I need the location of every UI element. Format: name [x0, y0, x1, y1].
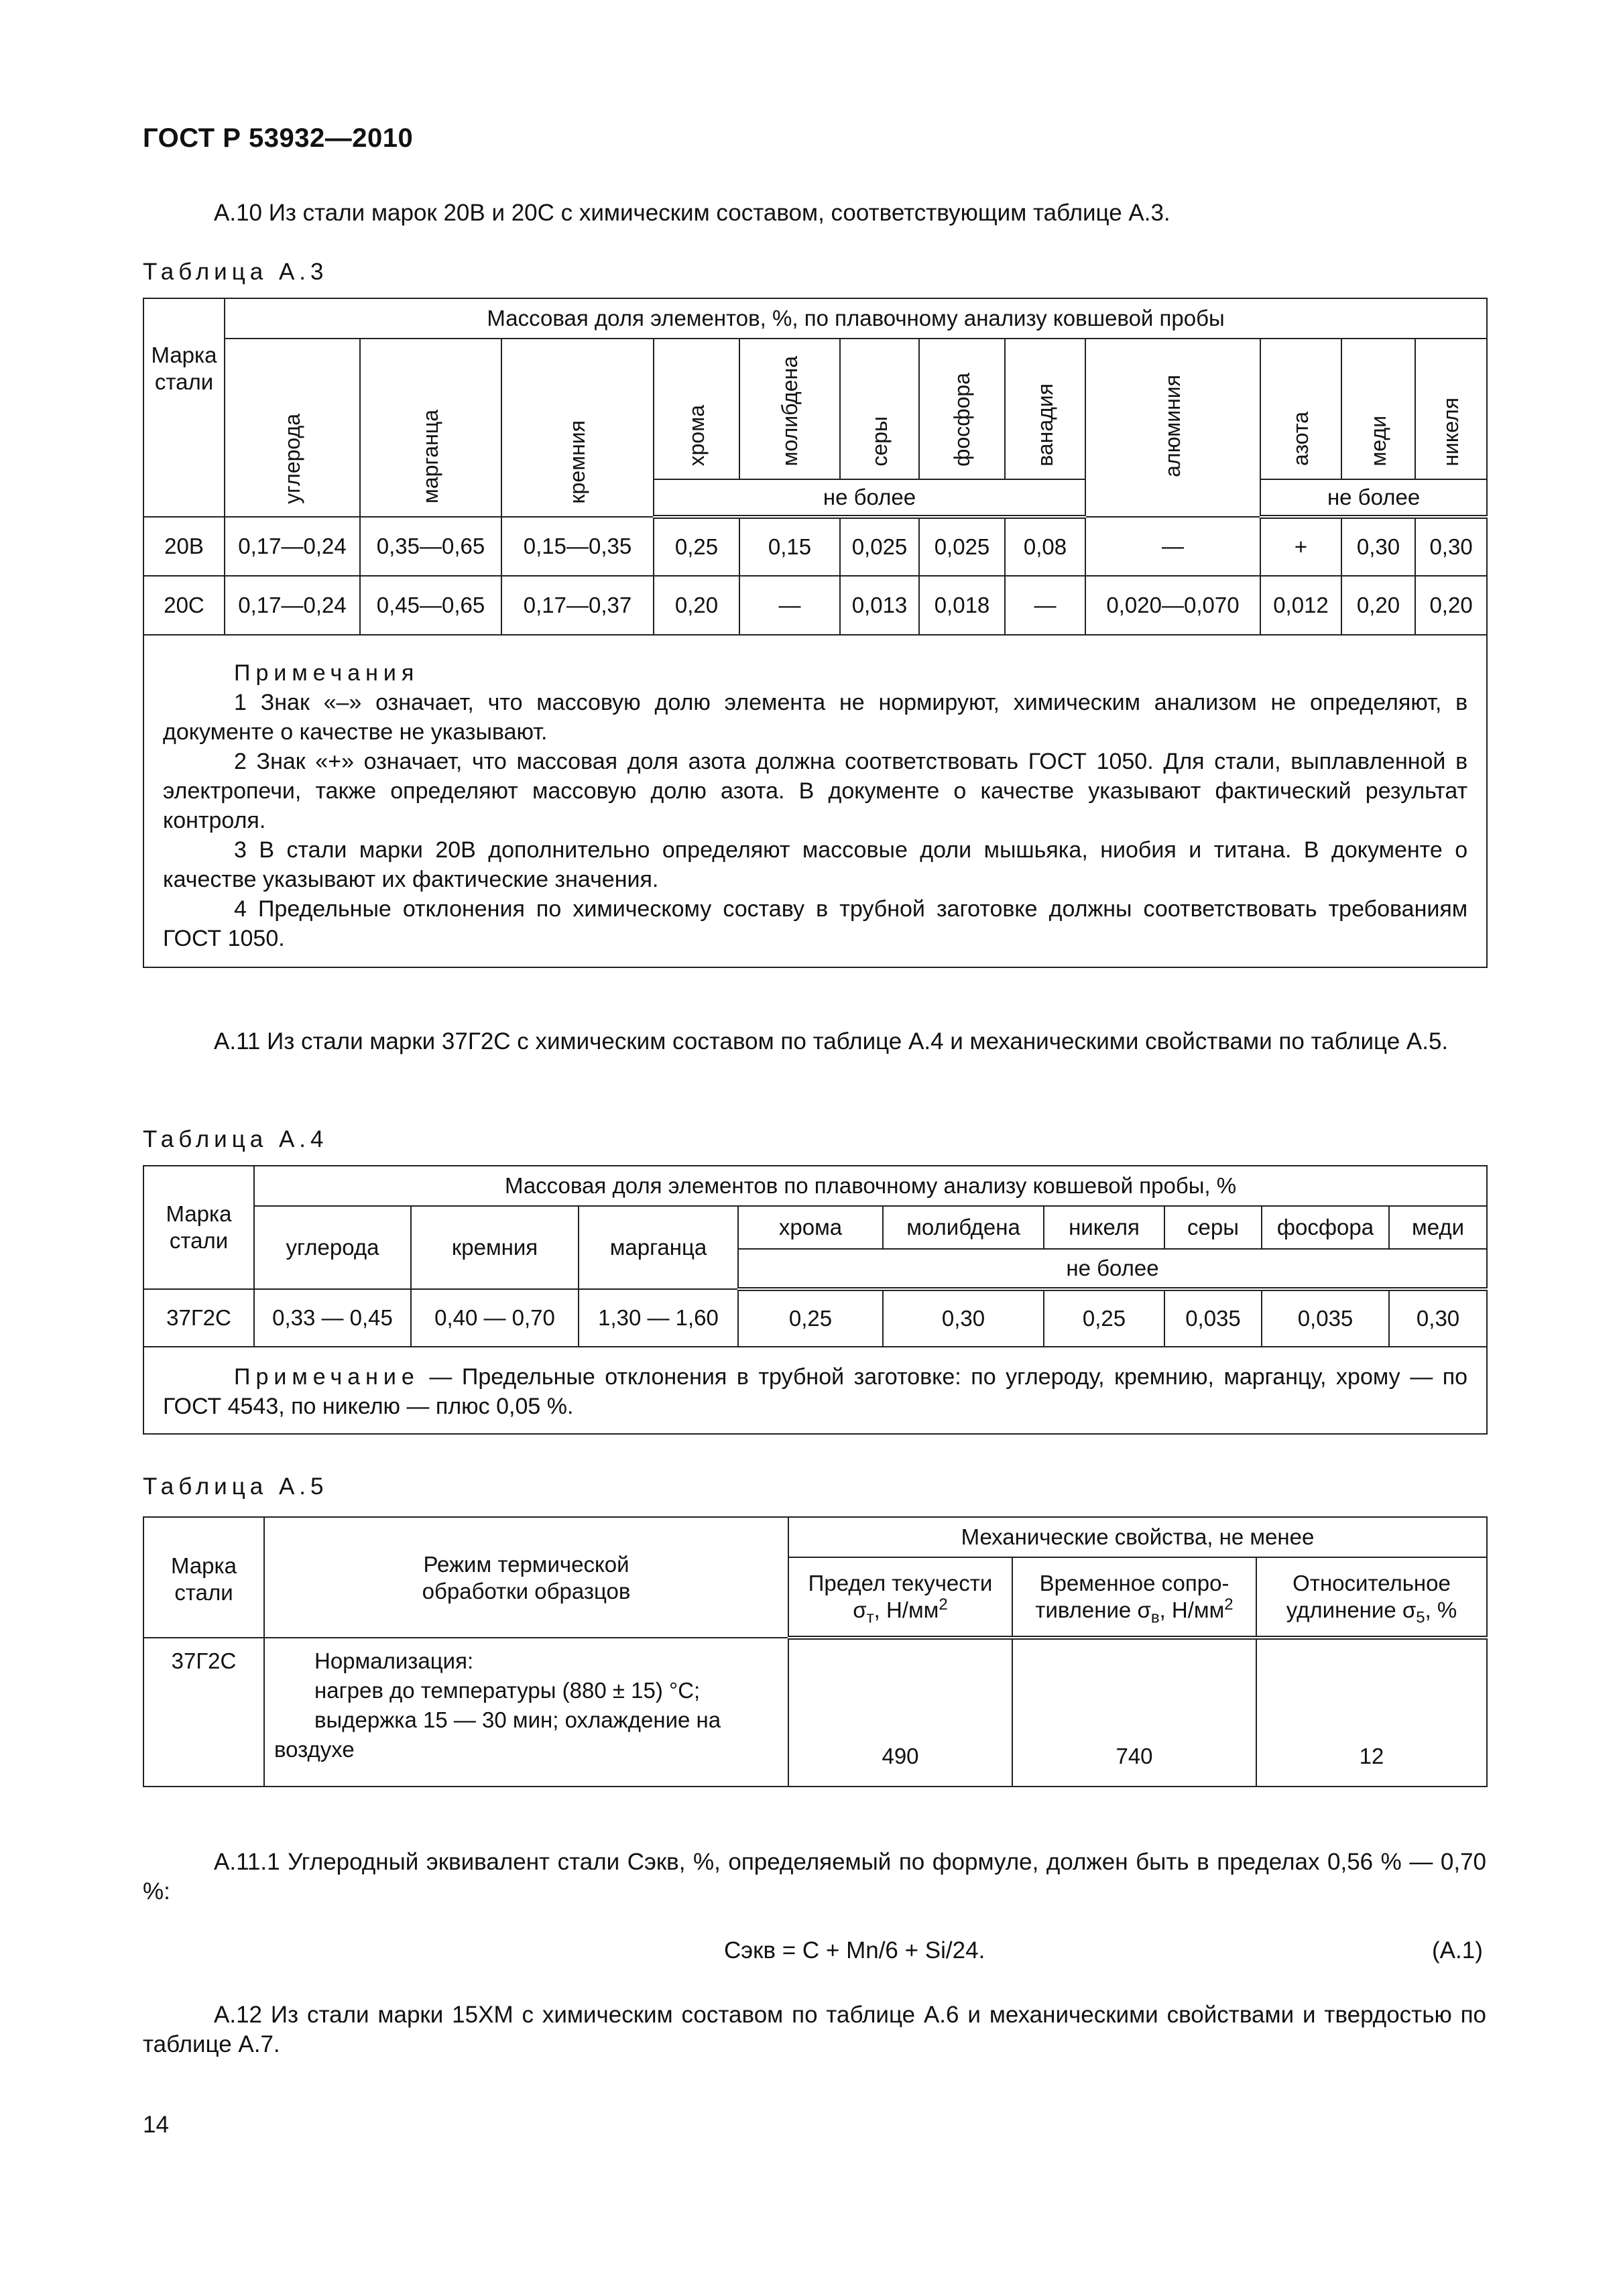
table-a4-col-silicon: кремния: [411, 1206, 579, 1289]
table-a3-notes: [143, 635, 1487, 967]
table-a4-note: [143, 1347, 1487, 1434]
table-a4: [143, 1165, 1488, 1435]
table-a3: [143, 298, 1488, 968]
table-a4-col-molybdenum: молибдена: [883, 1206, 1044, 1249]
table-a5-mode-cell: Нормализация: нагрев до температуры (880 ± 15) °С; выдержка 15 — 30 мин; охлаждение на воздухе: [264, 1638, 788, 1787]
table-a3-col-vanadium: ванадия: [1005, 339, 1085, 479]
table-a3-col-copper: меди: [1341, 339, 1415, 479]
table-a4-col-sulfur: серы: [1164, 1206, 1262, 1249]
table-a3-col-chromium: хрома: [654, 339, 739, 479]
table-a3-grade-header: Марка стали: [143, 298, 225, 517]
table-a4-col-carbon: углерода: [254, 1206, 411, 1289]
table-a3-col-nickel: никеля: [1415, 339, 1487, 479]
paragraph-a12: А.12 Из стали марки 15ХМ с химическим составом по таблице А.6 и механическими свойствами и твердостью по таблице А.7.: [143, 2002, 1486, 2057]
table-a3-note-1: 1 Знак «–» означает, что массовую долю элемента не нормируют, химическим анализом не определяют, в документе о качестве не указывают.: [163, 690, 1468, 745]
table-a3-col-molybdenum: молибдена: [739, 339, 840, 479]
table-row: 20С 0,17—0,24 0,45—0,65 0,17—0,37 0,20 — 0,013 0,018 — 0,020—0,070 0,012 0,20 0,20: [143, 576, 1487, 635]
table-a4-col-copper: меди: [1389, 1206, 1487, 1249]
table-a4-note-title: Примечание: [234, 1364, 420, 1390]
paragraph-a11-1: А.11.1 Углеродный эквивалент стали Сэкв, %, определяемый по формуле, должен быть в пределах 0,56 % — 0,70 %:: [143, 1849, 1486, 1905]
table-a3-col-carbon: углерода: [225, 339, 360, 517]
table-a5-col-elongation: Относительное удлинение $\sigma_5$, %: [1256, 1557, 1487, 1638]
paragraph-a11: А.11 Из стали марки 37Г2С с химическим составом по таблице А.4 и механическими свойствами по таблице А.5.: [214, 1028, 1449, 1054]
table-a3-note-4: 4 Предельные отклонения по химическому составу в трубной заготовке должны соответствовать требованиям ГОСТ 1050.: [163, 896, 1468, 951]
table-a5-mode-header: Режим термической обработки образцов: [264, 1517, 788, 1638]
table-a4-group-header: Массовая доля элементов по плавочному анализу ковшевой пробы, %: [254, 1166, 1487, 1206]
table-a4-col-phosphorus: фосфора: [1262, 1206, 1389, 1249]
table-a4-grade-header: Марка стали: [143, 1166, 254, 1289]
table-a3-not-more-2: не более: [1260, 479, 1487, 517]
table-a4-not-more: не более: [738, 1249, 1487, 1289]
table-a4-note-text: — Предельные отклонения в трубной заготовке: по углероду, кремнию, марганцу, хрому — по ГОСТ 4543, по никелю — плюс 0,05 %.: [163, 1364, 1468, 1419]
table-a3-note-3: 3 В стали марки 20В дополнительно определяют массовые доли мышьяка, ниобия и титана. В документе о качестве указывают их фактические значения.: [163, 837, 1468, 892]
table-a5-props-header: Механические свойства, не менее: [788, 1517, 1487, 1557]
table-a3-notes-title: Примечания: [234, 660, 420, 686]
table-a3-col-phosphorus: фосфора: [919, 339, 1005, 479]
table-row: 20В 0,17—0,24 0,35—0,65 0,15—0,35 0,25 0,15 0,025 0,025 0,08 — + 0,30 0,30: [143, 517, 1487, 576]
formula-a1: Сэкв = С + Mn/6 + Si/24.: [724, 1937, 985, 1963]
table-a4-col-nickel: никеля: [1044, 1206, 1164, 1249]
table-a3-col-aluminium: алюминия: [1085, 339, 1260, 517]
table-a5-col-tensile: Временное сопро- тивление $\sigma_в$, $Н/мм^2$: [1012, 1557, 1256, 1638]
table-a3-col-silicon: кремния: [501, 339, 654, 517]
table-a4-caption: Таблица А.4: [143, 1126, 328, 1152]
table-a4-col-manganese: марганца: [579, 1206, 738, 1289]
formula-number: (А.1): [1432, 1937, 1483, 1963]
page-number: 14: [143, 2112, 169, 2138]
table-a3-group-header: Массовая доля элементов, %, по плавочному анализу ковшевой пробы: [225, 298, 1487, 339]
table-a5-grade-header: Марка стали: [143, 1517, 264, 1638]
table-row: 37Г2С 0,33 — 0,45 0,40 — 0,70 1,30 — 1,60 0,25 0,30 0,25 0,035 0,035 0,30: [143, 1289, 1487, 1347]
table-a5-caption: Таблица А.5: [143, 1473, 328, 1500]
document-header: ГОСТ Р 53932—2010: [143, 123, 414, 153]
table-a5: [143, 1516, 1488, 1787]
table-a3-col-nitrogen: азота: [1260, 339, 1341, 479]
table-a4-col-chromium: хрома: [738, 1206, 883, 1249]
table-a3-note-2: 2 Знак «+» означает, что массовая доля азота должна соответствовать ГОСТ 1050. Для стали, выплавленной в электропечи, также определяют массовую долю азота. В документе о качестве указывают фактический результат контроля.: [163, 749, 1468, 833]
table-a5-col-yield: Предел текучести $\sigma_т$, $Н/мм^2$: [788, 1557, 1012, 1638]
paragraph-a10: А.10 Из стали марок 20В и 20С с химическим составом, соответствующим таблице А.3.: [214, 200, 1170, 226]
table-a3-col-sulfur: серы: [840, 339, 919, 479]
table-a3-not-more-1: не более: [654, 479, 1085, 517]
table-row: 37Г2С Нормализация: нагрев до температуры (880 ± 15) °С; выдержка 15 — 30 мин; охлаждение на воздухе 490 740 12: [143, 1638, 1487, 1787]
table-a3-caption: Таблица А.3: [143, 259, 328, 285]
table-a3-col-manganese: марганца: [360, 339, 501, 517]
